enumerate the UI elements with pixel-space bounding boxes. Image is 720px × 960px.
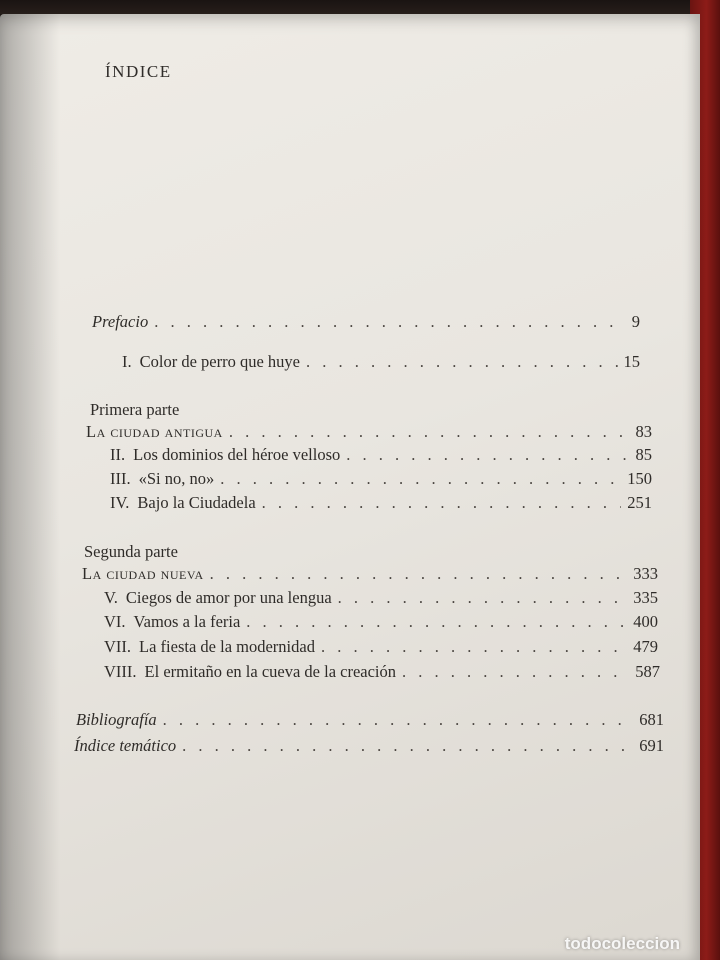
toc-entry-page: 83 — [635, 422, 652, 441]
toc-entry-page: 9 — [631, 312, 640, 331]
book-page — [0, 14, 700, 960]
chapter-number: II. — [110, 445, 126, 464]
part-label-1: Primera parte — [90, 400, 180, 419]
toc-entry-page: 691 — [639, 736, 664, 755]
toc-entry-label: Prefacio — [92, 312, 149, 331]
toc-entry-chapter-6 — [104, 612, 658, 634]
toc-entry-label: Ciegos de amor por una lengua — [125, 588, 332, 607]
toc-entry-page: 479 — [633, 637, 658, 656]
toc-entry-page: 335 — [633, 588, 658, 607]
dot-leader — [346, 445, 629, 465]
toc-entry-page: 150 — [627, 469, 652, 488]
toc-entry-page: 251 — [627, 493, 652, 512]
chapter-number: III. — [110, 469, 131, 488]
dot-leader — [321, 637, 627, 657]
toc-entry-page: 587 — [635, 662, 660, 681]
toc-entry-chapter-1 — [122, 352, 640, 374]
dot-leader — [338, 588, 628, 608]
toc-entry-chapter-2 — [110, 445, 652, 467]
chapter-number: V. — [104, 588, 118, 607]
toc-entry-label: El ermitaño en la cueva de la creación — [144, 662, 397, 681]
chapter-number: VIII. — [104, 662, 137, 681]
toc-entry-chapter-5 — [104, 588, 658, 610]
toc-entry-chapter-3 — [110, 469, 652, 491]
toc-entry-page: 15 — [623, 352, 640, 371]
toc-entry-label: Vamos a la feria — [133, 612, 241, 631]
part-heading-1 — [86, 422, 652, 444]
toc-entry-chapter-4 — [110, 493, 652, 515]
chapter-number: VI. — [104, 612, 126, 631]
dot-leader — [229, 422, 630, 442]
dot-leader — [210, 564, 628, 584]
dot-leader — [163, 710, 634, 730]
toc-entry-chapter-7 — [104, 637, 658, 659]
dot-leader — [306, 352, 618, 372]
page-title: ÍNDICE — [105, 62, 172, 81]
toc-entry-label: Índice temático — [74, 736, 177, 755]
toc-entry-label: Los dominios del héroe velloso — [133, 445, 341, 464]
dot-leader — [154, 312, 626, 332]
toc-entry-prefacio — [92, 312, 640, 334]
watermark: todocoleccion — [564, 934, 680, 953]
toc-entry-bibliografia — [76, 710, 664, 732]
toc-entry-indice-tematico — [74, 736, 664, 758]
chapter-number: I. — [122, 352, 132, 371]
toc-entry-chapter-8 — [104, 662, 660, 684]
part-heading-label: La ciudad antigua — [86, 422, 223, 441]
chapter-number: IV. — [110, 493, 130, 512]
toc-entry-page: 85 — [635, 445, 652, 464]
page-shadow — [0, 14, 60, 960]
dot-leader — [402, 662, 629, 682]
toc-entry-label: «Si no, no» — [138, 469, 215, 488]
toc-entry-page: 333 — [633, 564, 658, 583]
toc-entry-page: 400 — [633, 612, 658, 631]
part-label-2: Segunda parte — [84, 542, 178, 561]
part-heading-label: La ciudad nueva — [82, 564, 204, 583]
dot-leader — [262, 493, 622, 513]
toc-entry-label: Bibliografía — [76, 710, 157, 729]
toc-entry-page: 681 — [639, 710, 664, 729]
toc-entry-label: La fiesta de la modernidad — [139, 637, 315, 656]
dot-leader — [246, 612, 627, 632]
dot-leader — [182, 736, 633, 756]
chapter-number: VII. — [104, 637, 132, 656]
dot-leader — [220, 469, 621, 489]
toc-entry-label: Color de perro que huye — [139, 352, 300, 371]
part-heading-2 — [82, 564, 658, 586]
toc-entry-label: Bajo la Ciudadela — [137, 493, 256, 512]
